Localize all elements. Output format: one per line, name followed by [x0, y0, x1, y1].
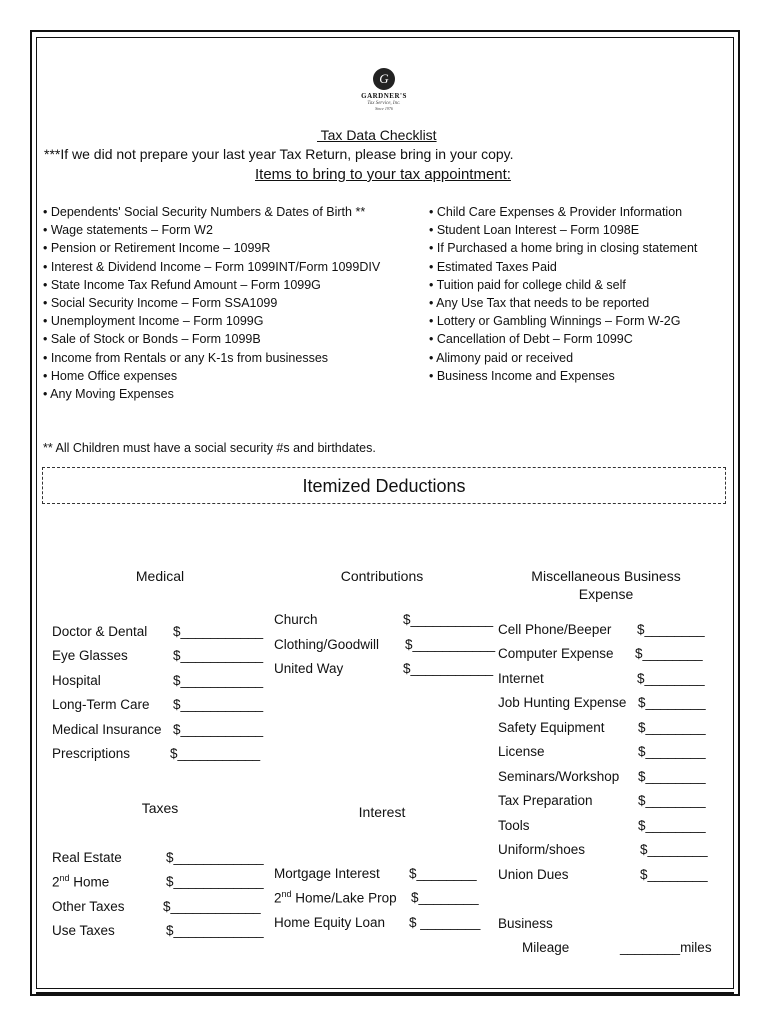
- misc-heading-line2: Expense: [578, 586, 634, 602]
- list-item: • Any Use Tax that needs to be reported: [429, 296, 650, 311]
- tax-blank[interactable]: $____________: [166, 874, 264, 889]
- list-item: • Any Moving Expenses: [43, 387, 174, 402]
- misc-label: Cell Phone/Beeper: [498, 622, 612, 637]
- contributions-heading: Contributions: [340, 568, 424, 584]
- logo-subtitle: Tax Service, Inc.: [367, 101, 401, 106]
- medical-heading: Medical: [135, 568, 185, 584]
- medical-label: Prescriptions: [52, 746, 131, 761]
- contribution-blank[interactable]: $___________: [405, 637, 496, 652]
- misc-label: Uniform/shoes: [498, 842, 586, 857]
- list-item: • Estimated Taxes Paid: [429, 259, 557, 274]
- misc-blank[interactable]: $________: [638, 744, 706, 759]
- checklist-left: [43, 203, 380, 403]
- misc-blank[interactable]: $________: [638, 695, 706, 710]
- interest-label: Home Equity Loan: [274, 915, 386, 930]
- logo-mark: G: [373, 68, 395, 90]
- list-item: • Tuition paid for college child & self: [429, 277, 626, 292]
- misc-label: Internet: [498, 671, 544, 686]
- list-item: • Unemployment Income – Form 1099G: [43, 314, 264, 329]
- label-superscript: nd: [59, 873, 70, 883]
- interest-heading: Interest: [358, 804, 406, 820]
- misc-label: Tools: [498, 818, 530, 833]
- contribution-blank[interactable]: $___________: [403, 612, 494, 627]
- taxes-heading: Taxes: [141, 800, 179, 816]
- medical-label: Medical Insurance: [52, 722, 162, 737]
- list-item: • Cancellation of Debt – Form 1099C: [429, 332, 633, 347]
- misc-blank[interactable]: $________: [640, 867, 708, 882]
- label-part: Home/Lake Prop: [291, 890, 397, 906]
- medical-blank[interactable]: $___________: [173, 624, 264, 639]
- list-item: • Pension or Retirement Income – 1099R: [43, 241, 271, 256]
- contribution-blank[interactable]: $___________: [403, 661, 494, 676]
- contribution-label: Church: [274, 612, 318, 627]
- list-item: • Business Income and Expenses: [429, 368, 615, 383]
- list-item: • Child Care Expenses & Provider Information: [429, 205, 683, 219]
- contribution-label: Clothing/Goodwill: [274, 637, 380, 652]
- list-item: • Sale of Stock or Bonds – Form 1099B: [43, 332, 261, 347]
- company-logo: [352, 68, 416, 111]
- label-superscript: nd: [281, 889, 292, 899]
- logo-name: GARDNER'S: [361, 92, 407, 100]
- interest-label: Mortgage Interest: [274, 866, 380, 881]
- interest-label-second-home: [274, 889, 397, 906]
- bottom-rule: [36, 992, 734, 994]
- list-item: • Alimony paid or received: [429, 350, 574, 365]
- list-item: • Home Office expenses: [43, 368, 178, 383]
- list-item: • Social Security Income – Form SSA1099: [43, 296, 278, 311]
- medical-label: Doctor & Dental: [52, 624, 148, 639]
- label-part: 2: [52, 874, 60, 890]
- tax-blank[interactable]: $____________: [166, 923, 264, 938]
- misc-label: License: [498, 744, 545, 759]
- business-label: Business: [498, 916, 553, 931]
- mileage-label: Mileage: [522, 940, 570, 955]
- tax-label: Use Taxes: [52, 923, 115, 938]
- medical-label: Hospital: [52, 673, 101, 688]
- misc-label: Computer Expense: [498, 646, 614, 661]
- misc-blank[interactable]: $________: [640, 842, 708, 857]
- tax-label: Other Taxes: [52, 899, 125, 914]
- tax-blank[interactable]: $____________: [166, 850, 264, 865]
- medical-blank[interactable]: $___________: [173, 648, 264, 663]
- list-item: • Income from Rentals or any K-1s from businesses: [43, 350, 329, 365]
- medical-label: Eye Glasses: [52, 648, 128, 663]
- misc-blank[interactable]: $________: [638, 769, 706, 784]
- tax-blank[interactable]: $____________: [163, 899, 261, 914]
- label-part: Home: [69, 874, 110, 890]
- checklist-right: [429, 203, 697, 385]
- page-title: Tax Data Checklist: [317, 127, 437, 143]
- misc-label: Seminars/Workshop: [498, 769, 620, 784]
- list-item: • Interest & Dividend Income – Form 1099INT/Form 1099DIV: [43, 259, 381, 274]
- misc-blank[interactable]: $________: [638, 793, 706, 808]
- list-item: • Dependents' Social Security Numbers & Dates of Birth **: [43, 205, 366, 219]
- misc-label: Tax Preparation: [498, 793, 593, 808]
- children-footnote: ** All Children must have a social security #s and birthdates.: [43, 441, 376, 455]
- misc-blank[interactable]: $________: [638, 818, 706, 833]
- misc-blank[interactable]: $________: [637, 671, 705, 686]
- list-item: • Student Loan Interest – Form 1098E: [429, 223, 640, 238]
- list-item: • Lottery or Gambling Winnings – Form W-2G: [429, 314, 681, 329]
- medical-blank[interactable]: $___________: [170, 746, 261, 761]
- itemized-deductions-title: Itemized Deductions: [302, 476, 466, 496]
- mileage-blank[interactable]: ________miles: [620, 940, 712, 955]
- tax-label-second-home: [52, 873, 109, 890]
- misc-blank[interactable]: $________: [635, 646, 703, 661]
- contribution-label: United Way: [274, 661, 344, 676]
- list-item: • Wage statements – Form W2: [43, 223, 213, 238]
- misc-blank[interactable]: $________: [637, 622, 705, 637]
- prior-return-note: ***If we did not prepare your last year Tax Return, please bring in your copy.: [44, 146, 514, 162]
- medical-label: Long-Term Care: [52, 697, 150, 712]
- interest-blank[interactable]: $________: [409, 866, 477, 881]
- list-item: • If Purchased a home bring in closing statement: [429, 241, 698, 256]
- tax-label: Real Estate: [52, 850, 122, 865]
- itemized-deductions-banner: [42, 467, 726, 504]
- misc-heading-line1: Miscellaneous Business: [531, 568, 681, 584]
- logo-since: Since 1976: [375, 106, 393, 111]
- list-item: • State Income Tax Refund Amount – Form 1099G: [43, 277, 321, 292]
- interest-blank[interactable]: $ ________: [409, 915, 481, 930]
- medical-blank[interactable]: $___________: [173, 722, 264, 737]
- medical-blank[interactable]: $___________: [173, 697, 264, 712]
- misc-label: Union Dues: [498, 867, 569, 882]
- label-part: 2: [274, 890, 282, 906]
- misc-label: Safety Equipment: [498, 720, 605, 735]
- checklist-subtitle: Items to bring to your tax appointment:: [255, 166, 511, 183]
- misc-label: Job Hunting Expense: [498, 695, 627, 710]
- misc-blank[interactable]: $________: [638, 720, 706, 735]
- interest-blank[interactable]: $________: [411, 890, 479, 905]
- medical-blank[interactable]: $___________: [173, 673, 264, 688]
